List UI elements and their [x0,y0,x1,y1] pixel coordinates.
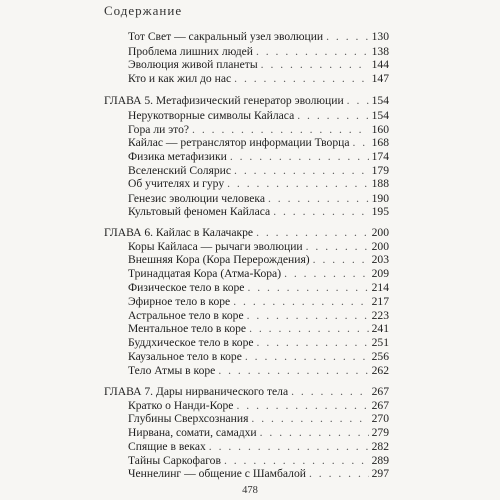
toc-entry [128,57,389,72]
toc-entry-page: 188 [371,177,389,190]
toc-entry-page: 195 [371,205,389,218]
toc-entry-page: 130 [371,30,389,43]
toc-entry [128,321,389,336]
dot-leader [273,204,368,219]
dot-leader [245,349,369,364]
page-header: Содержание [104,3,183,18]
page-number: 478 [242,485,258,496]
toc-entry [128,29,389,44]
toc-entry-title: Эволюция живой планеты [128,58,258,71]
toc-entry-title: Физика метафизики [128,150,227,163]
toc-entry-page: 262 [371,364,389,377]
toc-chapter [104,225,389,240]
toc-chapter [104,93,389,108]
toc-entry-page: 270 [371,412,389,425]
toc-entry-title: Об учителях и гуру [128,177,225,190]
toc-entry-title: Эфирное тело в коре [128,295,231,308]
dot-leader [251,411,368,426]
dot-leader [326,29,368,44]
dot-leader [284,266,369,281]
toc-entry-title: Коры Кайласа — рычаги эволюции [128,240,303,253]
toc-entry [128,363,389,378]
toc-entry [128,252,389,267]
toc-entry-page: 138 [371,45,389,58]
dot-leader [233,294,368,309]
toc-chapter [104,384,389,399]
dot-leader [260,425,369,440]
dot-leader [297,108,368,123]
toc-entry-title: Кратко о Нанди-Коре [128,399,234,412]
toc-entry-title: Внешняя Кора (Кора Перерождения) [128,253,310,266]
toc-entry-title: Спящие в веках [128,440,206,453]
toc-entry-page: 223 [371,309,389,322]
toc-entry-title: Глубины Сверхсознания [128,412,249,425]
toc-entry-title: Астральное тело в коре [128,309,244,322]
toc-entry-page: 203 [371,253,389,266]
toc-entry-title: ГЛАВА 7. Дары нирванического тела [104,385,289,398]
toc-entry-title: Кайлас — ретранслятор информации Творца [128,136,350,149]
toc-entry-title: Тайны Саркофагов [128,454,221,467]
toc-entry-page: 267 [371,385,389,398]
dot-leader [313,252,369,267]
toc-entry-page: 289 [371,454,389,467]
toc-entry-title: Нерукотворные символы Кайласа [128,109,295,122]
toc-entry-title: ГЛАВА 6. Кайлас в Калачакре [104,226,254,239]
toc-entry-title: Ментальное тело в коре [128,322,247,335]
toc-entry-title: Буддхическое тело в коре [128,336,254,349]
dot-leader [257,335,369,350]
dot-leader [209,439,369,454]
toc-entry [128,425,389,440]
toc-entry-page: 209 [371,267,389,280]
toc-entry [128,204,389,219]
toc-entry [128,108,389,123]
toc-entry-title: Каузальное тело в коре [128,350,242,363]
toc-entry-title: Гора ли это? [128,123,190,136]
toc-entry-title: Проблема лишних людей [128,45,253,58]
dot-leader [247,280,368,295]
toc-entry-page: 174 [371,150,389,163]
dot-leader [230,149,369,164]
toc-entry-title: ГЛАВА 5. Метафизический генератор эволюции [104,94,344,107]
dot-leader [261,57,369,72]
toc-entry-title: Кто и как жил до нас [128,72,232,85]
toc-entry-title: Тринадцатая Кора (Атма-Кора) [128,267,282,280]
dot-leader [234,71,368,86]
toc-entry-page: 160 [371,123,389,136]
dot-leader [309,466,369,481]
dot-leader [256,225,369,240]
toc-entry-page: 154 [371,94,389,107]
toc-entry-page: 147 [371,72,389,85]
toc-entry [128,176,389,191]
toc-entry-page: 282 [371,440,389,453]
toc-entry-title: Нирвана, сомати, самадхи [128,426,257,439]
toc-entry [128,149,389,164]
toc-entry-page: 200 [371,226,389,239]
toc-entry [128,294,389,309]
toc-entry-title: Генезис эволюции человека [128,192,265,205]
toc-entry-page: 214 [371,281,389,294]
toc-entry [128,466,389,481]
toc-entry-page: 251 [371,336,389,349]
toc-entry-title: Культовый феномен Кайласа [128,205,271,218]
dot-leader [291,384,368,399]
toc-entry-page: 200 [371,240,389,253]
toc-entry [128,335,389,350]
toc-entry-page: 256 [371,350,389,363]
toc-entry [128,439,389,454]
toc-entry-title: Тело Атмы в коре [128,364,216,377]
toc-entry-title: Вселенский Солярис [128,164,232,177]
dot-leader [249,321,369,336]
dot-leader [227,176,368,191]
toc-entry [128,280,389,295]
toc-entry-title: Ченнелинг — общение с Шамбалой [128,467,306,480]
dot-leader [347,93,369,108]
toc-entry-page: 154 [371,109,389,122]
toc-entry [128,71,389,86]
toc-entry-page: 279 [371,426,389,439]
dot-leader [352,135,368,150]
toc-entry-page: 144 [371,58,389,71]
toc-entry-title: Физическое тело в коре [128,281,245,294]
toc-entry [128,266,389,281]
toc-entry-page: 190 [371,192,389,205]
toc-entry-page: 267 [371,399,389,412]
toc-entry-page: 241 [371,322,389,335]
toc-entry-page: 217 [371,295,389,308]
toc-entry-page: 297 [371,467,389,480]
toc-entry [128,135,389,150]
toc-entry-title: Тот Свет — сакральный узел эволюции [128,30,324,43]
toc-entry-page: 179 [371,164,389,177]
toc-entry [128,349,389,364]
toc-entry-page: 168 [371,136,389,149]
dot-leader [218,363,368,378]
toc-entry [128,411,389,426]
